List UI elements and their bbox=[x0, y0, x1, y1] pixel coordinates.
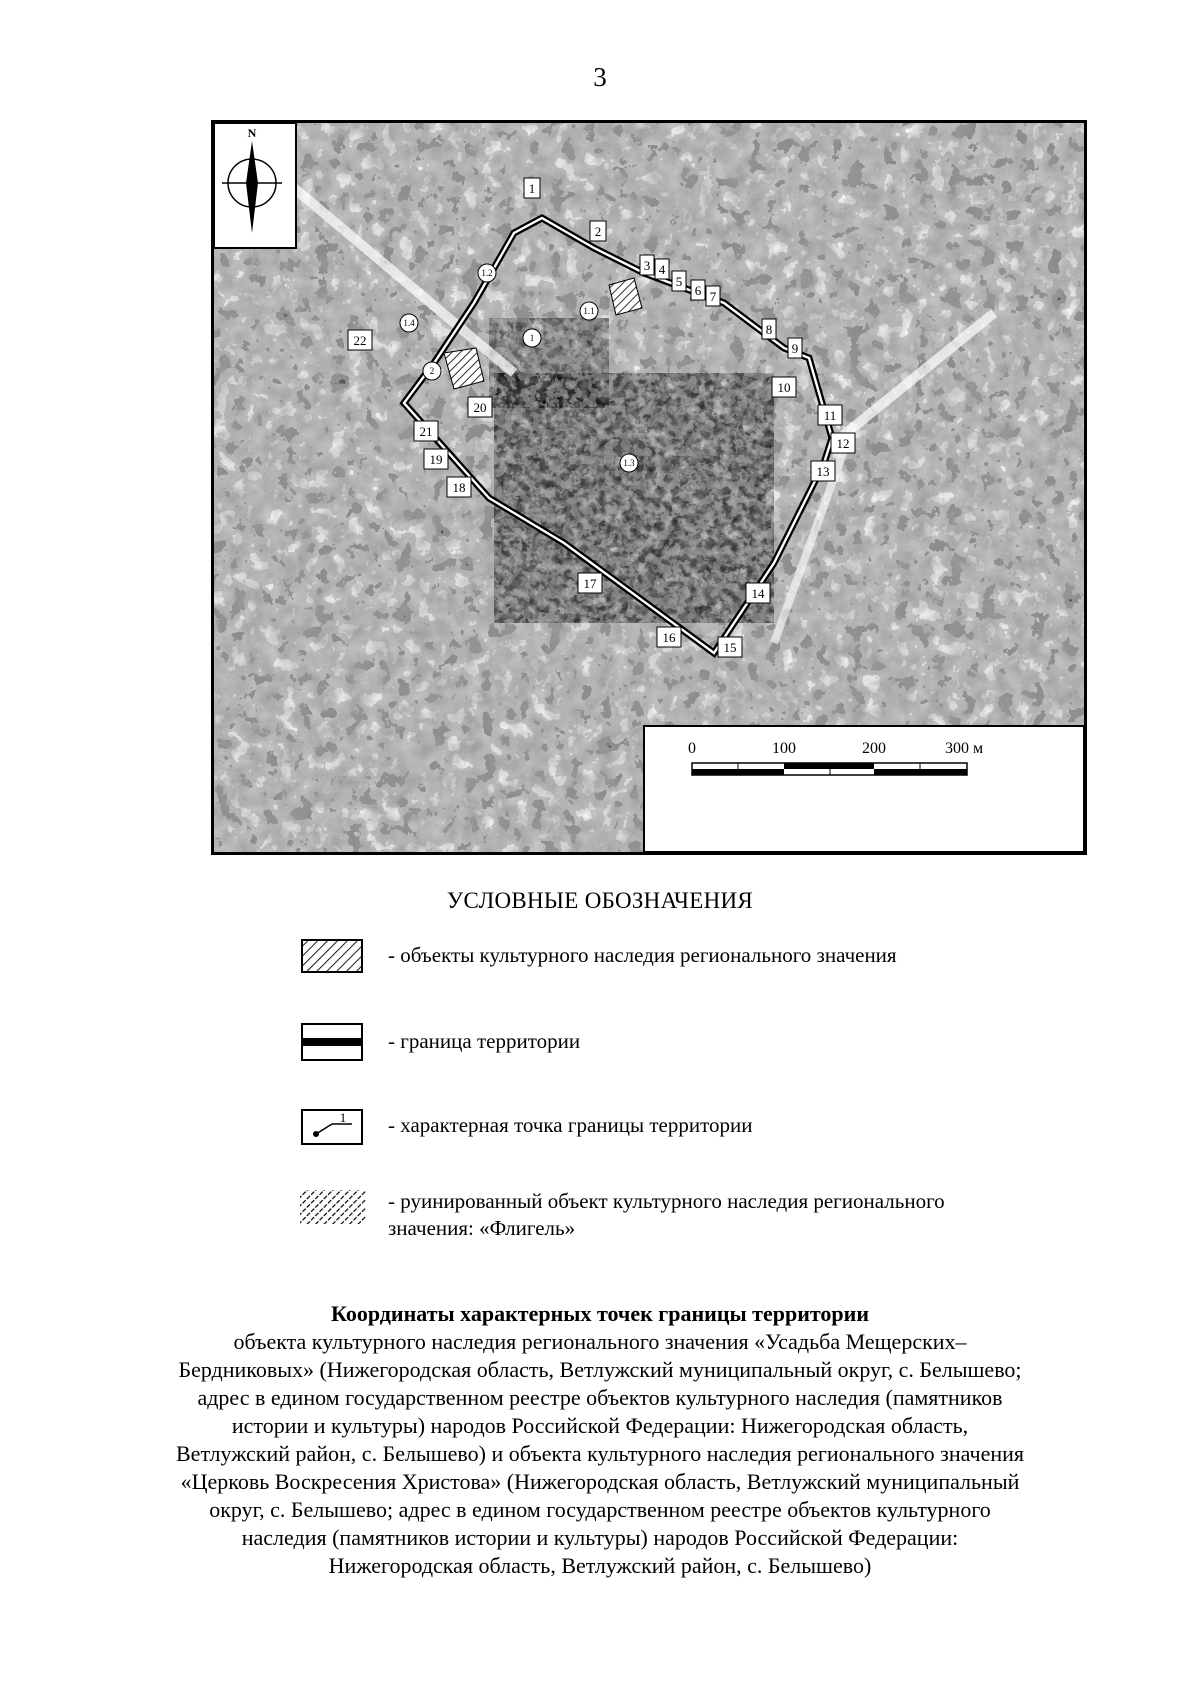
point-label: 14 bbox=[751, 586, 765, 601]
coordinates-line: Ветлужский район, с. Белышево) и объекта культурного наследия регионального значения bbox=[176, 1441, 1024, 1466]
point-label: 19 bbox=[429, 452, 443, 467]
point-label: 9 bbox=[791, 341, 799, 356]
point-label: 22 bbox=[353, 333, 367, 348]
object-label: 1 bbox=[529, 333, 535, 343]
site-map bbox=[211, 120, 1087, 855]
point-label: 10 bbox=[777, 380, 791, 395]
legend-item-heritage-objects bbox=[300, 938, 1100, 998]
coordinates-line: истории и культуры) народов Российской Федерации: Нижегородская область, bbox=[231, 1413, 969, 1438]
point-label: 7 bbox=[709, 289, 717, 304]
north-label: N bbox=[247, 126, 257, 140]
coordinates-title: Координаты характерных точек границы территории bbox=[330, 1301, 870, 1326]
legend-text-line: значения: «Флигель» bbox=[388, 1216, 576, 1240]
legend-item-boundary-point bbox=[300, 1108, 1100, 1168]
scale-label: 200 bbox=[862, 740, 886, 757]
coordinates-line: адрес в едином государственном реестре объектов культурного наследия (памятников bbox=[197, 1385, 1003, 1410]
point-label: 15 bbox=[723, 640, 737, 655]
object-label: 1.4 bbox=[403, 318, 415, 328]
legend-text bbox=[388, 1188, 1088, 1242]
object-label: 2 bbox=[429, 366, 435, 376]
coordinates-line: Бердниковых» (Нижегородская область, Ветлужский муниципальный округ, с. Белышево; bbox=[178, 1357, 1022, 1382]
scale-bar bbox=[644, 726, 1084, 852]
point-label: 6 bbox=[694, 283, 702, 298]
coordinates-heading bbox=[150, 1300, 1050, 1580]
point-label: 11 bbox=[823, 408, 837, 423]
point-label: 12 bbox=[836, 436, 850, 451]
boundary-point-icon bbox=[300, 1108, 364, 1146]
point-label: 3 bbox=[643, 258, 651, 273]
point-label: 16 bbox=[662, 630, 676, 645]
point-label: 21 bbox=[419, 424, 433, 439]
coordinates-line: округ, с. Белышево; адрес в едином государственном реестре объектов культурного bbox=[209, 1497, 991, 1522]
ruined-hatch-icon bbox=[300, 1188, 370, 1228]
point-label: 4 bbox=[658, 262, 666, 277]
coordinates-line: «Церковь Воскресения Христова» (Нижегородская область, Ветлужский муниципальный bbox=[180, 1469, 1020, 1494]
object-label: 1.2 bbox=[481, 268, 493, 278]
point-label: 2 bbox=[594, 224, 602, 239]
scale-label: 0 bbox=[688, 740, 696, 757]
coordinates-line: Нижегородская область, Ветлужский район, с. Белышево) bbox=[328, 1553, 872, 1578]
legend-item-boundary bbox=[300, 1022, 1100, 1082]
point-label: 5 bbox=[675, 274, 683, 289]
legend-text: - граница территории bbox=[388, 1029, 581, 1053]
coordinates-line: наследия (памятников истории и культуры) народов Российской Федерации: bbox=[241, 1525, 959, 1550]
coordinates-line: объекта культурного наследия регионального значения «Усадьба Мещерских– bbox=[233, 1329, 967, 1354]
boundary-point-symbol-label: 1 bbox=[339, 1110, 347, 1125]
hatched-box-icon bbox=[300, 938, 364, 974]
object-label: 1.1 bbox=[583, 306, 595, 316]
page-number: 3 bbox=[593, 62, 607, 92]
legend-text: - характерная точка границы территории bbox=[388, 1113, 753, 1137]
point-label: 20 bbox=[473, 400, 487, 415]
point-label: 17 bbox=[583, 576, 597, 591]
scale-label: 100 bbox=[772, 740, 796, 757]
legend-text: - объекты культурного наследия регионального значения bbox=[388, 943, 897, 967]
legend-item-ruined-object bbox=[300, 1188, 1100, 1248]
boundary-line-icon bbox=[300, 1022, 364, 1062]
scale-label: 300 м bbox=[944, 740, 984, 757]
point-label: 8 bbox=[765, 322, 773, 337]
legend-title: УСЛОВНЫЕ ОБОЗНАЧЕНИЯ bbox=[446, 888, 754, 913]
north-arrow bbox=[214, 123, 296, 248]
point-label: 13 bbox=[816, 464, 830, 479]
point-label: 18 bbox=[452, 480, 466, 495]
point-label: 1 bbox=[528, 181, 536, 196]
legend-text-line: - руинированный объект культурного наследия регионального bbox=[388, 1189, 945, 1213]
object-label: 1.3 bbox=[623, 458, 635, 468]
